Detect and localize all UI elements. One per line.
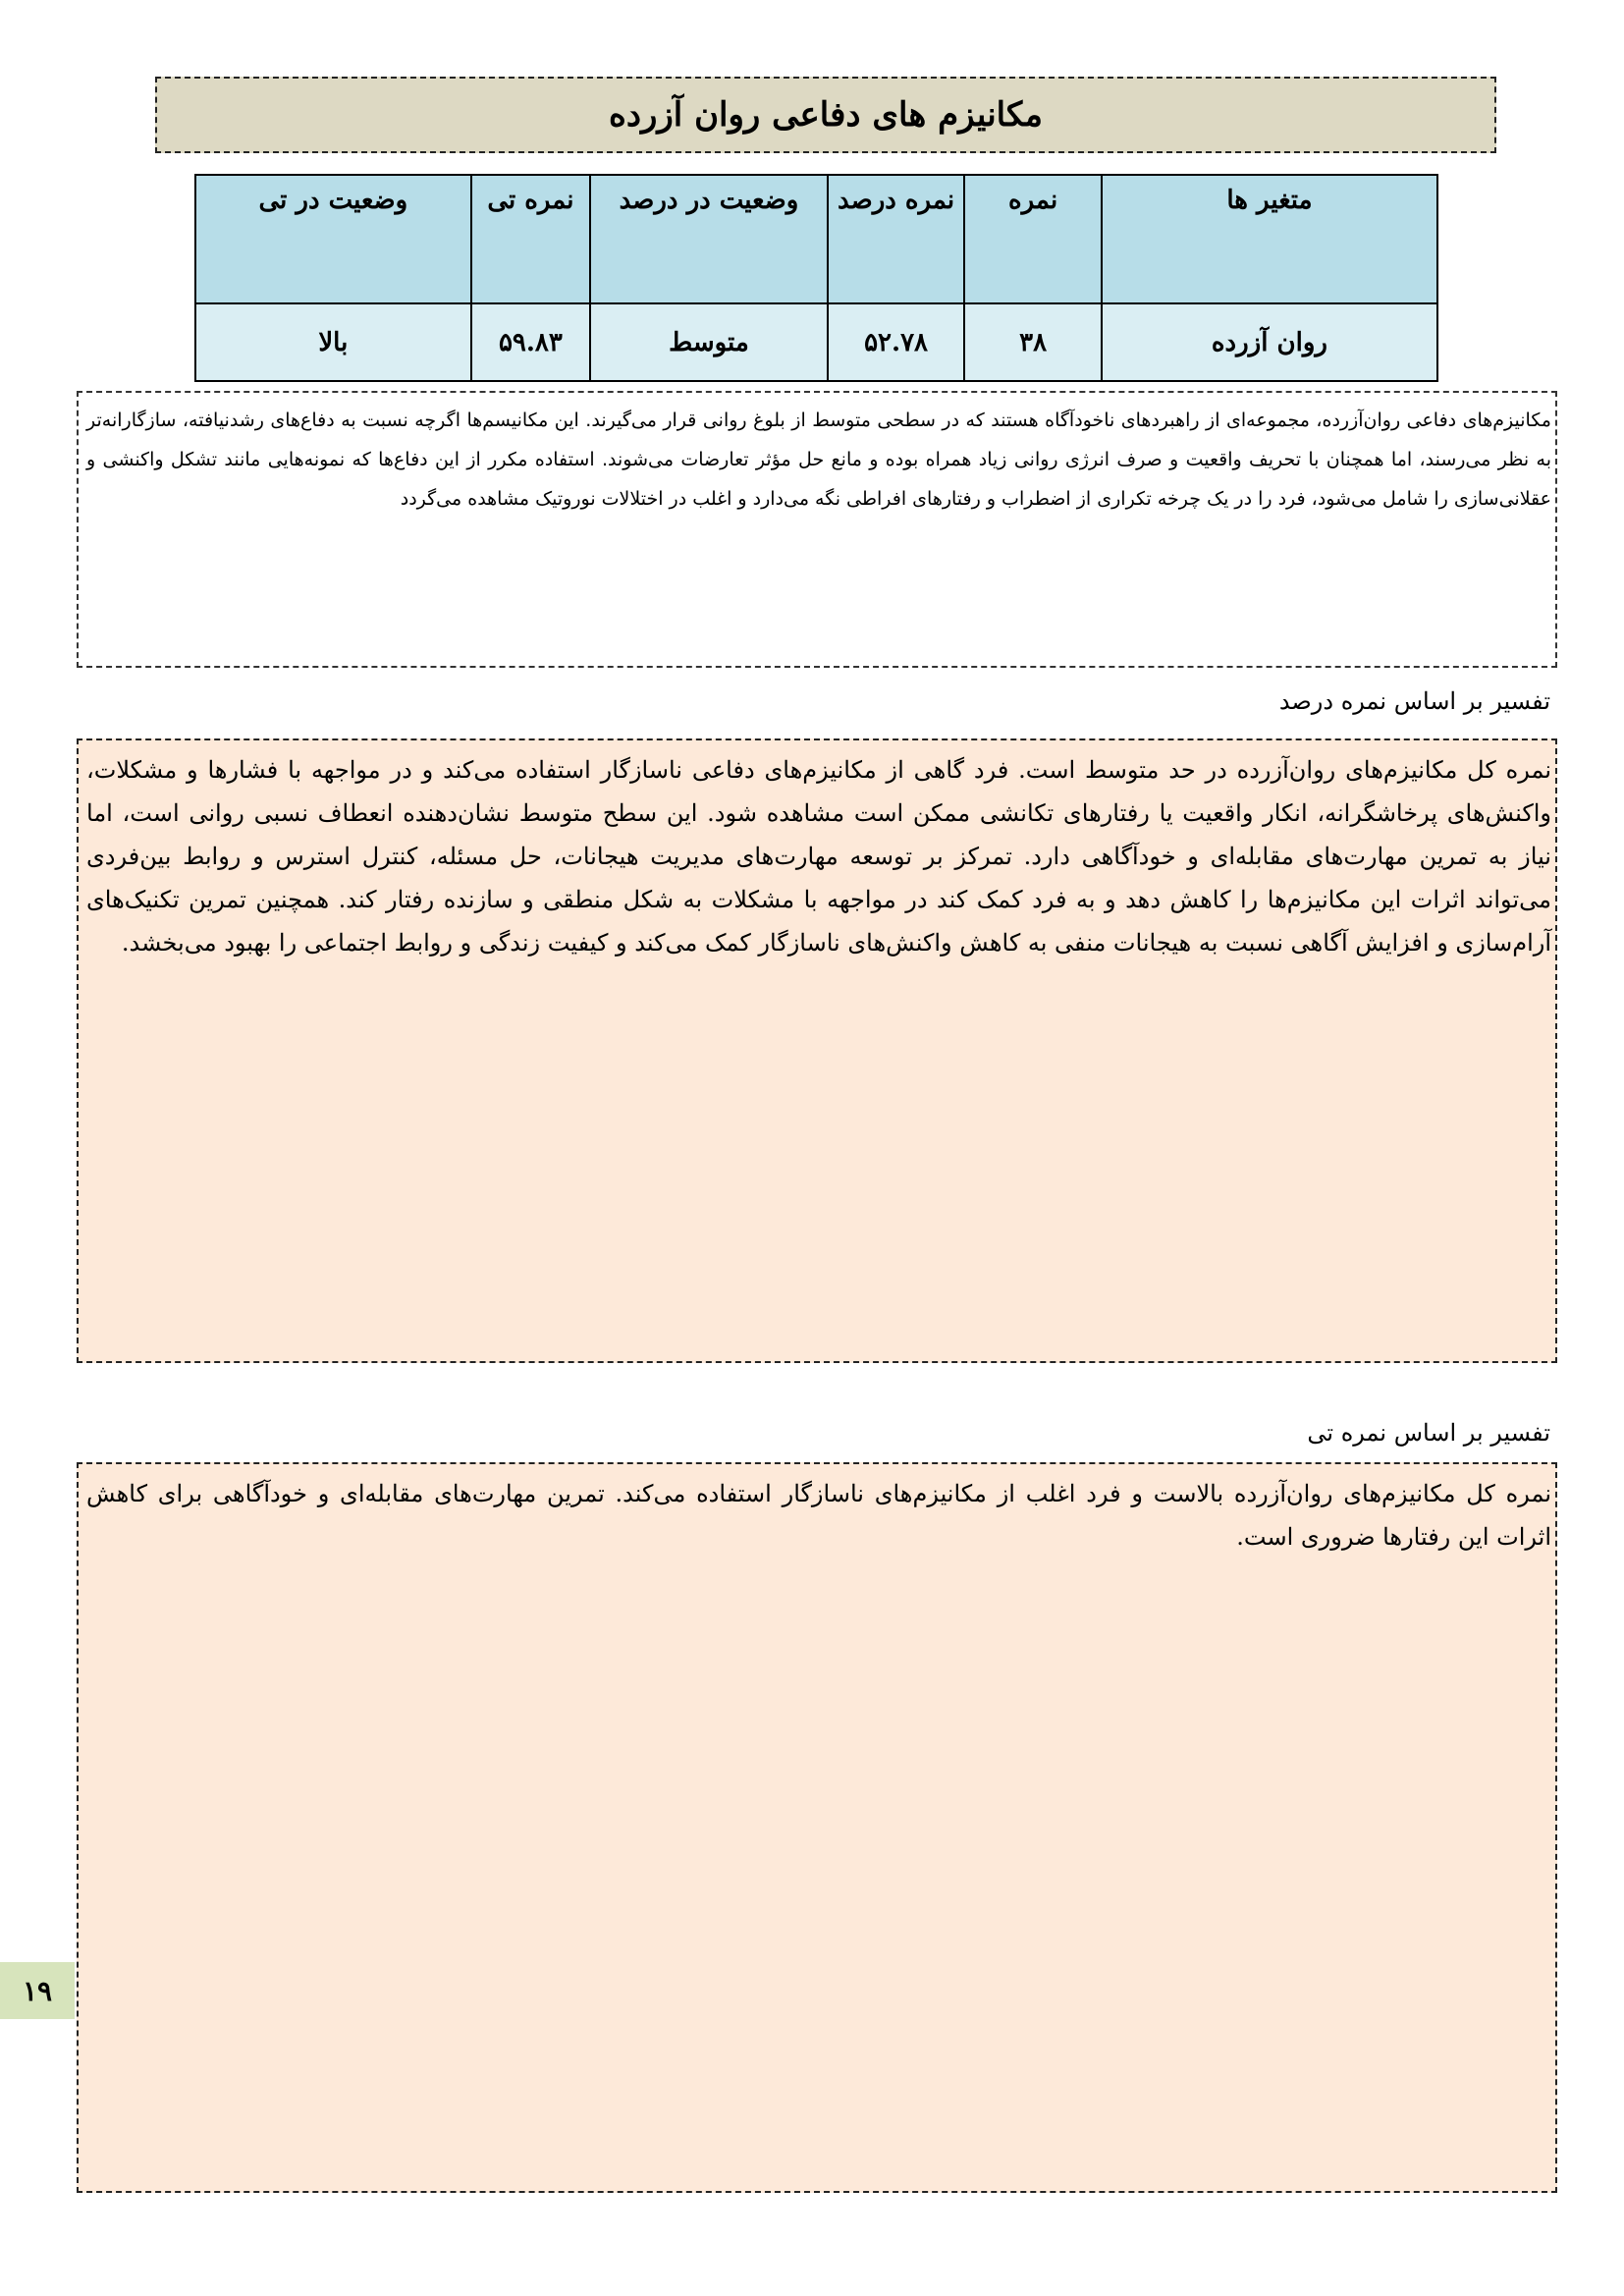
page-number: ۱۹	[0, 1962, 75, 2019]
header-variables: متغیر ها	[1102, 175, 1437, 303]
percent-section-label: تفسیر بر اساس نمره درصد	[1278, 687, 1550, 715]
cell-t-status: بالا	[195, 303, 471, 381]
intro-text: مکانیزم‌های دفاعی روان‌آزرده، مجموعه‌ای از راهبردهای ناخودآگاه هستند که در سطحی متوسط از بلوغ روانی قرار می‌گیرند. این مکانیسم‌ها اگرچه نسبت به دفاع‌های رشدنیافته، سازگارانه‌تر به نظر می‌رسند، اما همچنان با تحریف واقعیت و صرف انرژی روانی زیاد همراه بوده و مانع حل مؤثر تعارضات می‌شوند. استفاده مکرر از این دفاع‌ها که نمونه‌هایی مانند تشکل واکنشی و عقلانی‌سازی را شامل می‌شود، فرد را در یک چرخه تکراری از اضطراب و رفتارهای افراطی نگه می‌دارد و اغلب در اختلالات نوروتیک مشاهده می‌گردد	[86, 410, 1551, 510]
cell-variable: روان آزرده	[1102, 303, 1437, 381]
table-row	[195, 303, 1437, 381]
t-section-label: تفسیر بر اساس نمره تی	[1307, 1419, 1550, 1447]
percent-interpretation-box	[77, 738, 1557, 1363]
percent-interpretation-text: نمره کل مکانیزم‌های روان‌آزرده در حد متوسط است. فرد گاهی از مکانیزم‌های دفاعی ناسازگار استفاده می‌کند و در مواجهه با فشارها و مشکلات، واکنش‌های پرخاشگرانه، انکار واقعیت یا رفتارهای تکانشی ممکن است مشاهده شود. این سطح متوسط نشان‌دهنده انعطاف نسبی روانی است، اما نیاز به تمرین مهارت‌های مقابله‌ای و خودآگاهی دارد. تمرکز بر توسعه مهارت‌های مدیریت هیجانات، حل مسئله، کنترل استرس و روابط بین‌فردی می‌تواند اثرات این مکانیزم‌ها را کاهش دهد و به فرد کمک کند در مواجهه با مشکلات به شکل منطقی و سازنده رفتار کند. همچنین تمرین تکنیک‌های آرام‌سازی و افزایش آگاهی نسبت به هیجانات منفی به کاهش واکنش‌های ناسازگار کمک می‌کند و کیفیت زندگی و روابط اجتماعی را بهبود می‌بخشد.	[86, 756, 1551, 957]
table-header-row	[195, 175, 1437, 303]
page-title: مکانیزم های دفاعی روان آزرده	[609, 95, 1043, 135]
cell-percent-score: ۵۲.۷۸	[828, 303, 965, 381]
intro-description-box	[77, 391, 1557, 668]
t-interpretation-box	[77, 1462, 1557, 2193]
t-interpretation-text: نمره کل مکانیزم‌های روان‌آزرده بالاست و فرد اغلب از مکانیزم‌های ناسازگار استفاده می‌کند. تمرین مهارت‌های مقابله‌ای و خودآگاهی برای کاهش اثرات این رفتارها ضروری است.	[86, 1480, 1551, 1551]
cell-t-score: ۵۹.۸۳	[471, 303, 591, 381]
cell-score: ۳۸	[964, 303, 1102, 381]
header-percent-status: وضعیت در درصد	[590, 175, 828, 303]
header-score: نمره	[964, 175, 1102, 303]
cell-percent-status: متوسط	[590, 303, 828, 381]
scores-table	[194, 174, 1438, 382]
header-t-status: وضعیت در تی	[195, 175, 471, 303]
header-t-score: نمره تی	[471, 175, 591, 303]
title-box	[155, 77, 1496, 153]
header-percent-score: نمره درصد	[828, 175, 965, 303]
